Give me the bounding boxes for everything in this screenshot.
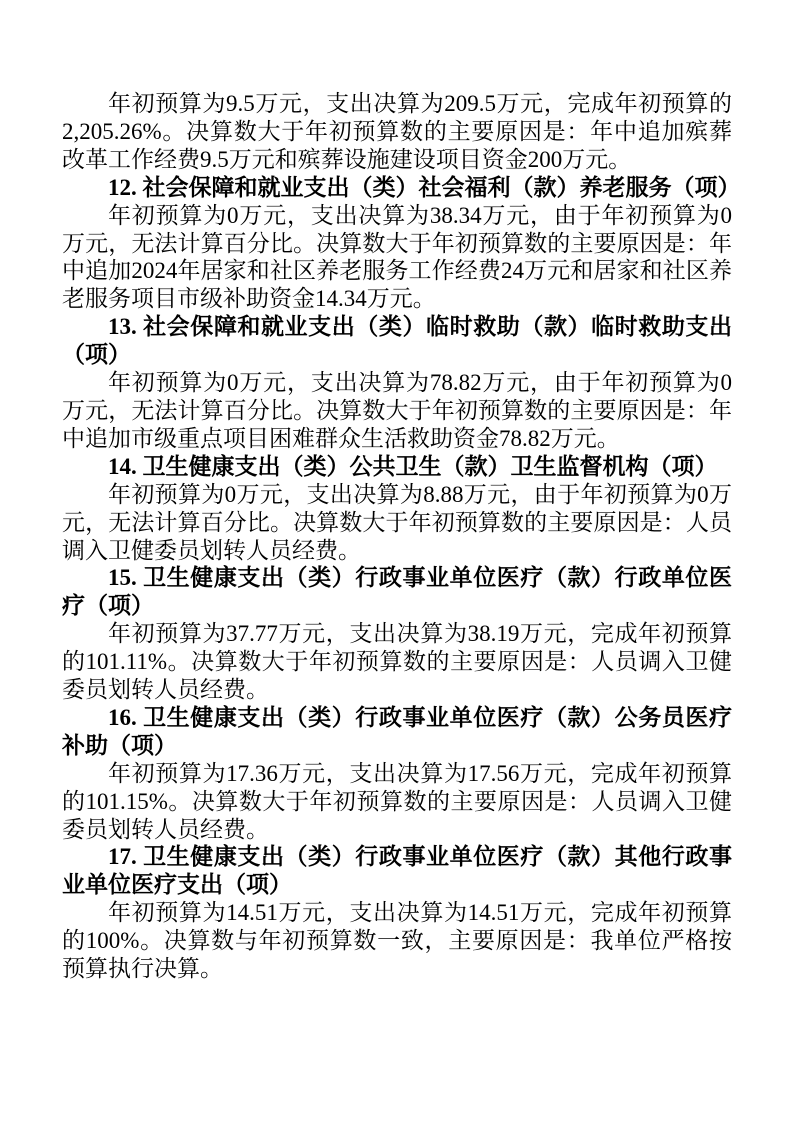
section-heading-17: 17. 卫生健康支出（类）行政事业单位医疗（款）其他行政事业单位医疗支出（项） bbox=[62, 844, 732, 898]
paragraph-section-16: 年初预算为17.36万元，支出决算为17.56万元，完成年初预算的101.15%。决算数大于年初预算数的主要原因是：人员调入卫健委员划转人员经费。 bbox=[62, 760, 732, 842]
section-heading-12: 12. 社会保障和就业支出（类）社会福利（款）养老服务（项） bbox=[108, 174, 741, 200]
paragraph-section-14: 年初预算为0万元，支出决算为8.88万元，由于年初预算为0万元，无法计算百分比。决算数大于年初预算数的主要原因是：人员调入卫健委员划转人员经费。 bbox=[62, 481, 732, 563]
paragraph-section-12: 年初预算为0万元，支出决算为38.34万元，由于年初预算为0万元，无法计算百分比。决算数大于年初预算数的主要原因是：年中追加2024年居家和社区养老服务工作经费24万元和居家和社区养老服务项目市级补助资金14.34万元。 bbox=[62, 202, 732, 312]
paragraph-section-17: 年初预算为14.51万元，支出决算为14.51万元，完成年初预算的100%。决算数与年初预算数一致，主要原因是：我单位严格按预算执行决算。 bbox=[62, 900, 732, 982]
paragraph-section-13: 年初预算为0万元，支出决算为78.82万元，由于年初预算为0万元，无法计算百分比。决算数大于年初预算数的主要原因是：年中追加市级重点项目困难群众生活救助资金78.82万元。 bbox=[62, 370, 732, 451]
section-heading-15: 15. 卫生健康支出（类）行政事业单位医疗（款）行政单位医疗（项） bbox=[62, 565, 732, 619]
section-heading-14: 14. 卫生健康支出（类）公共卫生（款）卫生监督机构（项） bbox=[108, 453, 718, 479]
paragraph-section-11-continuation: 年初预算为9.5万元，支出决算为209.5万元，完成年初预算的2,205.26%。决算数大于年初预算数的主要原因是：年中追加殡葬改革工作经费9.5万元和殡葬设施建设项目资金200万元。 bbox=[62, 91, 732, 172]
document-text-block bbox=[62, 90, 741, 983]
section-heading-13: 13. 社会保障和就业支出（类）临时救助（款）临时救助支出（项） bbox=[62, 314, 732, 368]
section-heading-16: 16. 卫生健康支出（类）行政事业单位医疗（款）公务员医疗补助（项） bbox=[62, 704, 732, 758]
paragraph-section-15: 年初预算为37.77万元，支出决算为38.19万元，完成年初预算的101.11%。决算数大于年初预算数的主要原因是：人员调入卫健委员划转人员经费。 bbox=[62, 621, 732, 703]
